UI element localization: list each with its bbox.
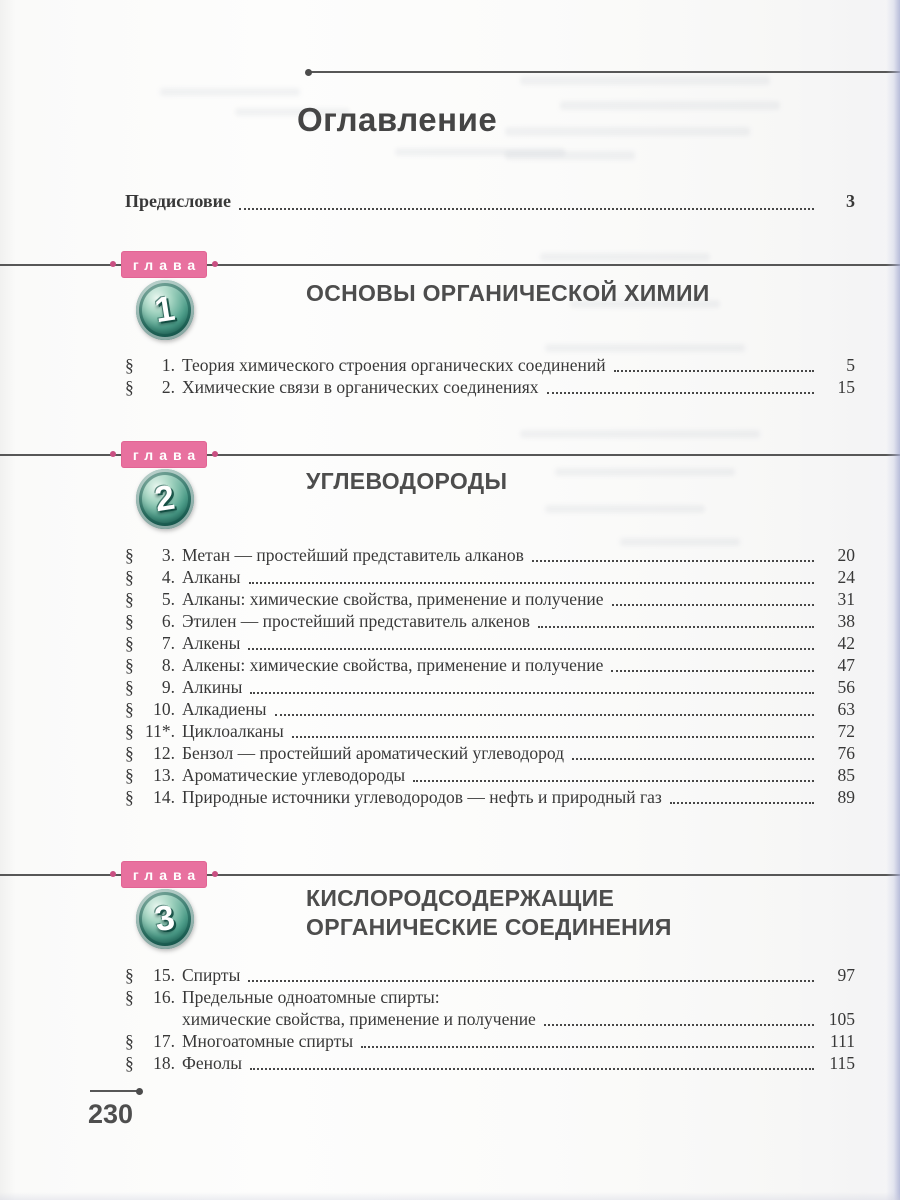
entry-title: Алкины: [182, 677, 243, 697]
toc-entry: [125, 588, 855, 610]
dotted-leader: [670, 802, 814, 804]
entry-title: Теория химического строения органических соединений: [182, 355, 606, 375]
chapter-entries: [125, 544, 855, 808]
chapter-badge: [121, 251, 207, 278]
entry-title: Многоатомные спирты: [182, 1031, 354, 1051]
bleedthrough-smudge: [520, 76, 770, 85]
dotted-leader: [292, 736, 814, 738]
entry-number: § 17.: [125, 1031, 175, 1051]
entry-number: § 7.: [125, 633, 175, 653]
dotted-leader: [239, 208, 814, 210]
dotted-leader: [250, 1068, 814, 1070]
entry-number: § 3.: [125, 545, 175, 565]
entry-title: Природные источники углеводородов — нефть и природный газ: [182, 787, 662, 807]
entry-page: 89: [837, 787, 855, 807]
entry-title: Алкены: [182, 633, 241, 653]
chapter-medal: [136, 889, 194, 949]
bleedthrough-smudge: [545, 505, 705, 513]
chapter-entries: [125, 964, 855, 1074]
toc-entry: [125, 544, 855, 566]
toc-heading: Оглавление: [297, 101, 498, 138]
entry-number: § 2.: [125, 377, 175, 397]
dotted-leader: [248, 648, 814, 650]
entry-number: § 14.: [125, 787, 175, 807]
chapter-title-line1: КИСЛОРОДСОДЕРЖАЩИЕ: [306, 885, 615, 911]
bleedthrough-smudge: [560, 101, 780, 110]
preface-entry: [125, 188, 855, 214]
dotted-leader: [532, 560, 814, 562]
entry-title: Алканы: [182, 567, 241, 587]
badge-label: глава: [132, 866, 202, 883]
toc-entry: [125, 698, 855, 720]
entry-number: § 4.: [125, 567, 175, 587]
entry-page: 24: [837, 567, 855, 587]
entry-title: Алканы: химические свойства, применение и получение: [182, 589, 604, 609]
toc-entry: [125, 354, 855, 376]
chapter-number: 2: [152, 477, 178, 520]
toc-entry-continuation: [125, 1008, 855, 1030]
bleedthrough-smudge: [545, 344, 745, 352]
chapter-title-line2: ОРГАНИЧЕСКИЕ СОЕДИНЕНИЯ: [306, 914, 672, 940]
toc-entry: [125, 376, 855, 398]
chapter-badge: [121, 441, 207, 468]
entry-title: Алкены: химические свойства, применение и получение: [182, 655, 604, 675]
dotted-leader: [275, 714, 814, 716]
chapter-number: 3: [152, 897, 178, 940]
dotted-leader: [413, 780, 814, 782]
rule-end-dot: [305, 69, 312, 76]
chapter-title: [306, 884, 672, 942]
entry-page: 56: [837, 677, 855, 697]
entry-number: § 6.: [125, 611, 175, 631]
entry-number: § 12.: [125, 743, 175, 763]
entry-page: 115: [829, 1053, 855, 1073]
entry-title: Метан — простейший представитель алканов: [182, 545, 524, 565]
chapter-medal: [136, 469, 194, 529]
dotted-leader: [248, 980, 814, 982]
toc-entry: [125, 610, 855, 632]
entry-page: 38: [837, 611, 855, 631]
dotted-leader: [612, 604, 814, 606]
toc-entry: [125, 786, 855, 808]
entry-title: Этилен — простейший представитель алкенов: [182, 611, 531, 631]
entry-page: 72: [837, 721, 855, 741]
entry-page: 5: [846, 355, 855, 375]
entry-title: Алкадиены: [182, 699, 267, 719]
entry-number: § 8.: [125, 655, 175, 675]
entry-page: 20: [837, 545, 855, 565]
toc-entry: [125, 654, 855, 676]
entry-number: § 16.: [125, 987, 175, 1007]
entry-title: Предельные одноатомные спирты:: [182, 987, 440, 1007]
dotted-leader: [547, 392, 814, 394]
toc-entry: [125, 632, 855, 654]
toc-entry: [125, 566, 855, 588]
toc-entry: [125, 720, 855, 742]
toc-entry: [125, 964, 855, 986]
entry-number: § 13.: [125, 765, 175, 785]
entry-title: Циклоалканы: [182, 721, 284, 741]
entry-page: 63: [837, 699, 855, 719]
entry-number: § 11*.: [125, 721, 175, 741]
dotted-leader: [250, 692, 814, 694]
dotted-leader: [544, 1024, 814, 1026]
entry-title: Химические связи в органических соединениях: [182, 377, 539, 397]
entry-page: 31: [837, 589, 855, 609]
bleedthrough-smudge: [505, 127, 750, 136]
toc-entry: [125, 1030, 855, 1052]
bleedthrough-smudge: [520, 430, 760, 438]
dotted-leader: [249, 582, 815, 584]
toc-entry: [125, 676, 855, 698]
badge-label: глава: [132, 446, 202, 463]
entry-number: § 18.: [125, 1053, 175, 1073]
entry-title: Ароматические углеводороды: [182, 765, 406, 785]
entry-page: 97: [837, 965, 855, 985]
entry-number: § 9.: [125, 677, 175, 697]
dotted-leader: [611, 670, 814, 672]
dotted-leader: [538, 626, 814, 628]
chapter-entries: [125, 354, 855, 398]
entry-page: 105: [828, 1009, 855, 1029]
entry-number: § 15.: [125, 965, 175, 985]
entry-page: 42: [837, 633, 855, 653]
entry-title: Бензол — простейший ароматический углеводород: [182, 743, 565, 763]
entry-title: Спирты: [182, 965, 241, 985]
chapter-number: 1: [152, 288, 178, 331]
chapter-medal: [136, 280, 194, 340]
entry-title: Фенолы: [182, 1053, 242, 1073]
toc-entry: [125, 986, 855, 1008]
rule-end-dot: [136, 1088, 143, 1095]
toc-entry: [125, 764, 855, 786]
entry-page: 15: [837, 377, 855, 397]
dotted-leader: [572, 758, 814, 760]
page-folio: 230: [88, 1099, 134, 1129]
toc-entry: [125, 742, 855, 764]
entry-title: химические свойства, применение и получение: [182, 1009, 536, 1029]
bleedthrough-smudge: [160, 88, 300, 96]
header-rule: [307, 71, 900, 73]
entry-page: 47: [837, 655, 855, 675]
entry-number: § 5.: [125, 589, 175, 609]
bleedthrough-smudge: [555, 468, 735, 476]
page-bottom-shadow: [0, 1192, 900, 1200]
dotted-leader: [361, 1046, 814, 1048]
bleedthrough-smudge: [540, 253, 710, 261]
entry-page: 111: [830, 1031, 855, 1051]
bleedthrough-smudge: [395, 148, 565, 156]
preface-page: 3: [846, 191, 855, 211]
badge-label: глава: [132, 256, 202, 273]
entry-page: 76: [837, 743, 855, 763]
preface-block: [125, 188, 855, 214]
entry-page: 85: [837, 765, 855, 785]
chapter-badge: [121, 861, 207, 888]
chapter-title: ОСНОВЫ ОРГАНИЧЕСКОЙ ХИМИИ: [306, 280, 710, 306]
toc-entry: [125, 1052, 855, 1074]
preface-label: Предисловие: [125, 191, 231, 211]
entry-number: § 1.: [125, 355, 175, 375]
dotted-leader: [614, 370, 814, 372]
chapter-title: УГЛЕВОДОРОДЫ: [306, 468, 508, 494]
page-edge-shadow: [886, 0, 900, 1200]
folio-rule: [90, 1090, 141, 1092]
entry-number: § 10.: [125, 699, 175, 719]
